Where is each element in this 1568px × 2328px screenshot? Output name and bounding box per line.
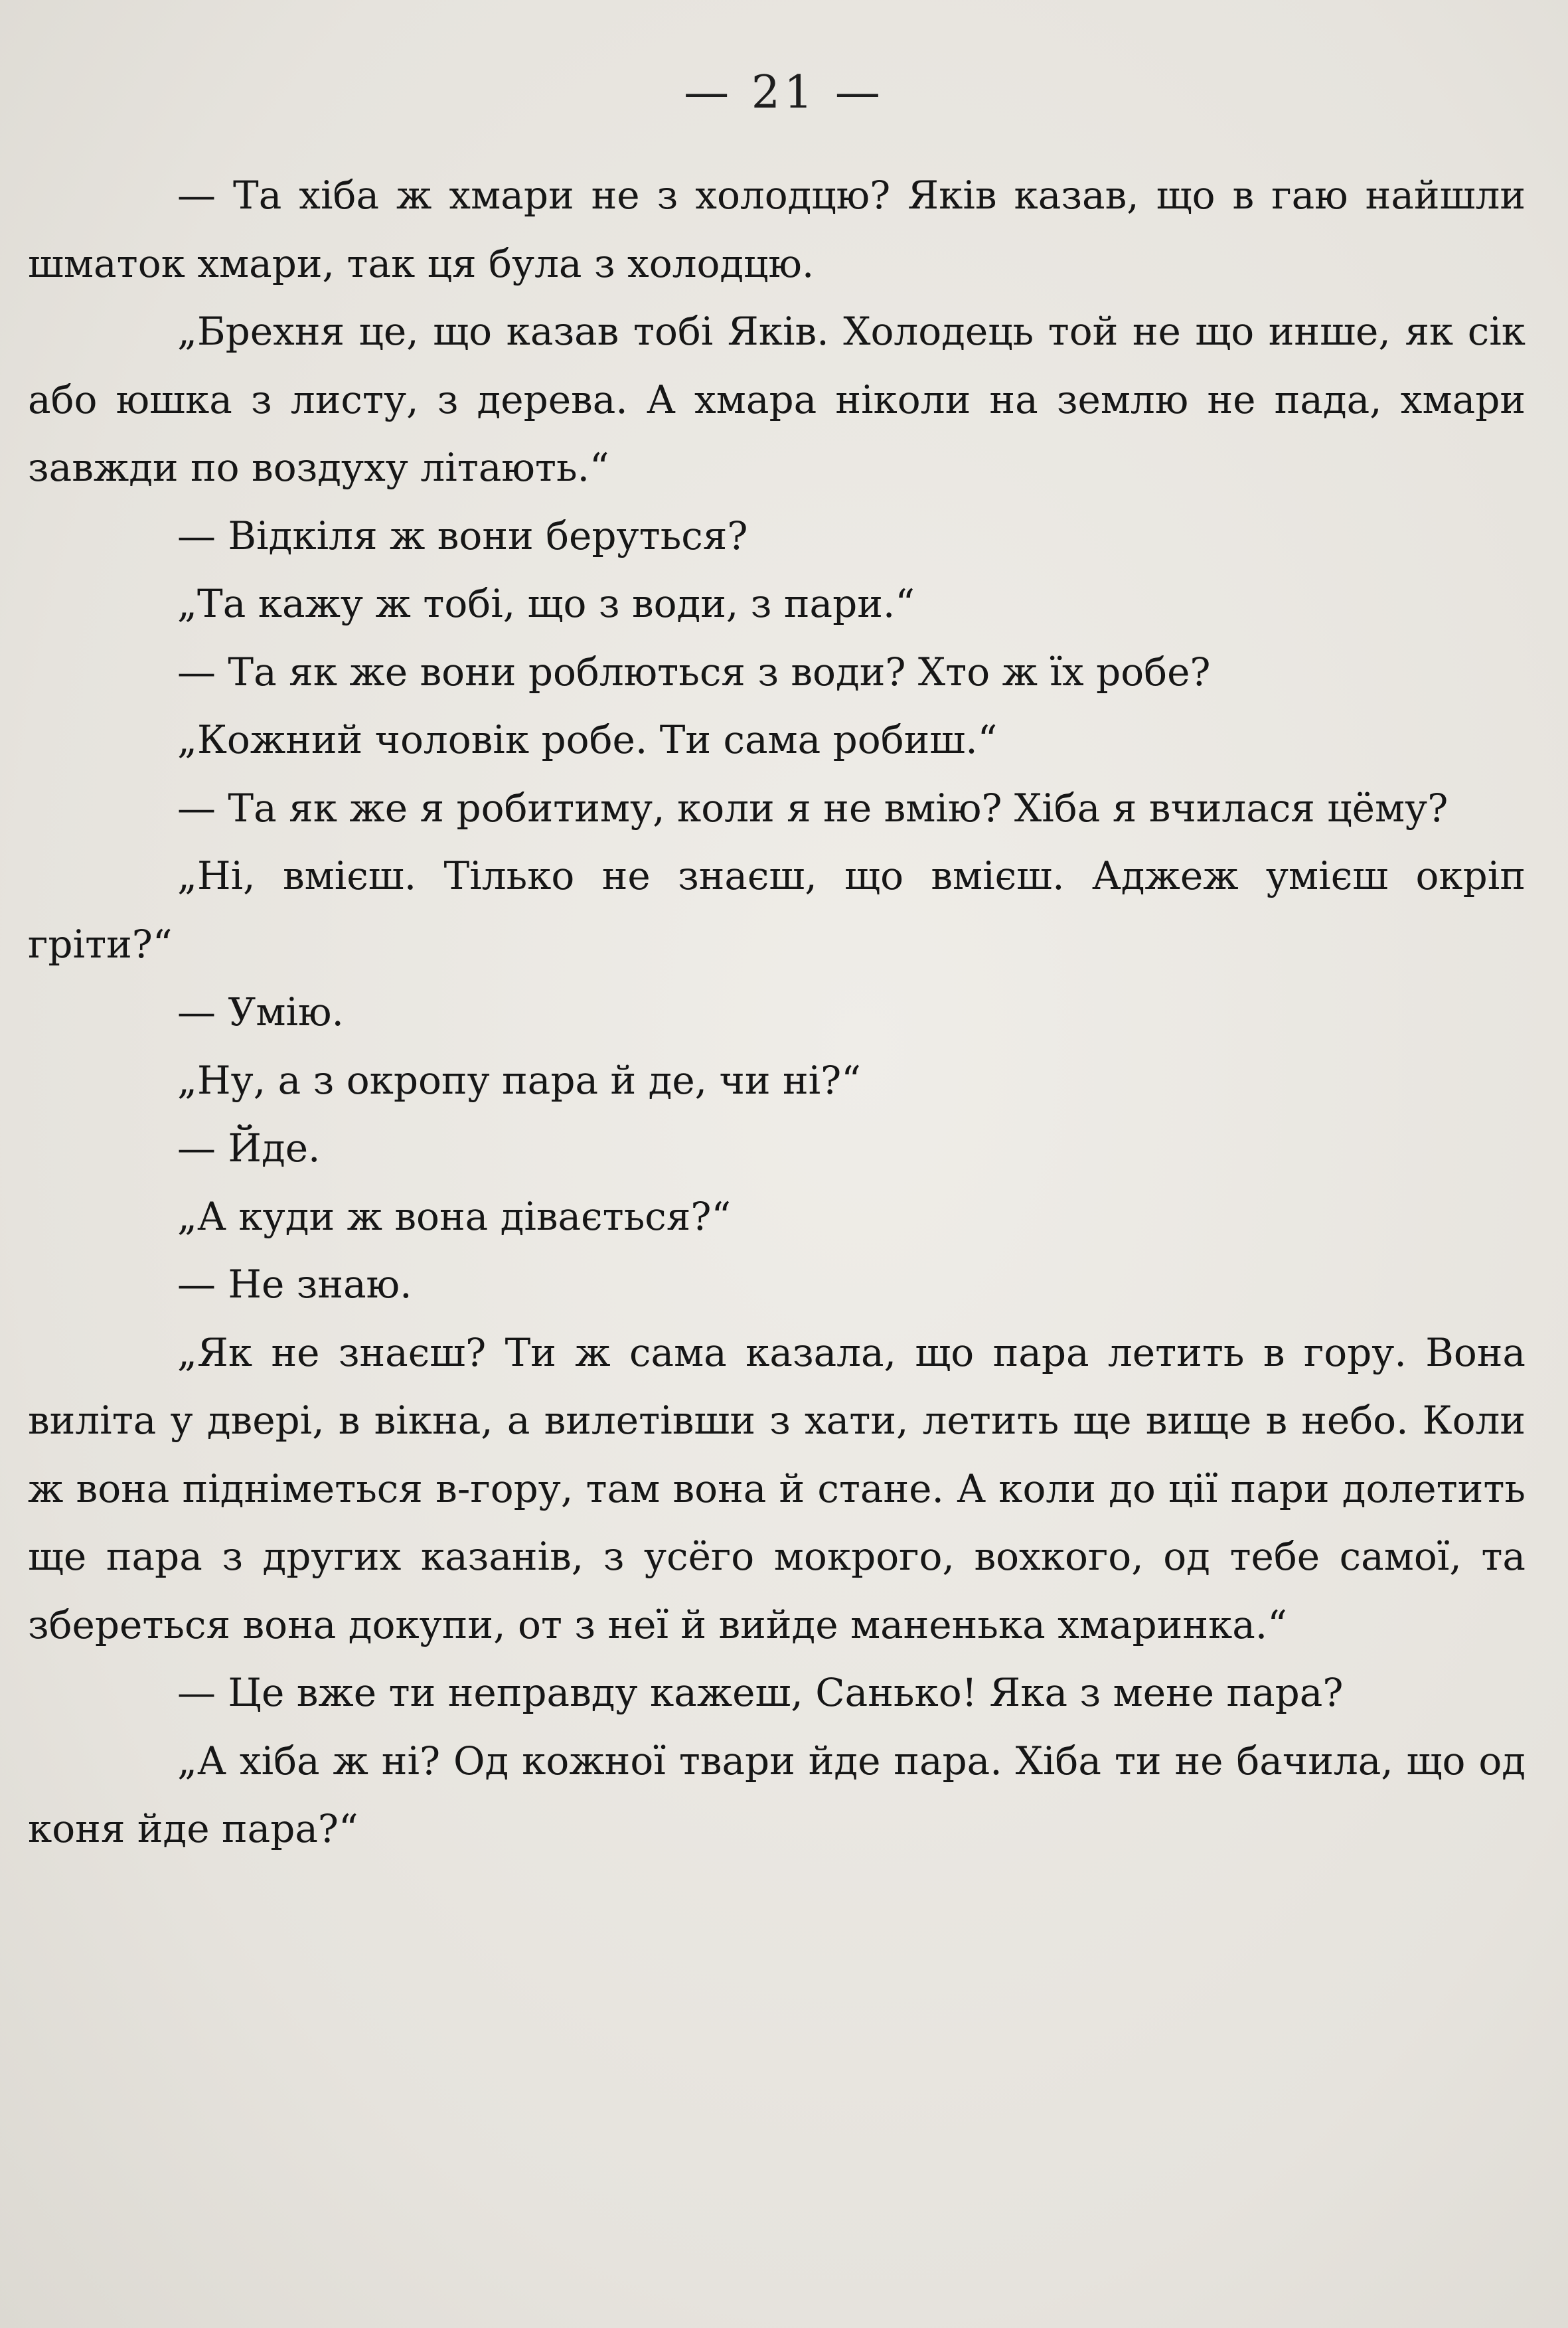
paragraph: „А куди ж вона дівається?“	[177, 1193, 732, 1239]
paragraph: — Та як же вони роблються з води? Хто ж їх робе?	[177, 649, 1211, 695]
paragraph: „Кожний чоловік робе. Ти сама робиш.“	[177, 717, 998, 762]
page-number: — 21 —	[684, 66, 884, 119]
paragraph: — Не знаю.	[177, 1262, 412, 1307]
paragraph: „Ні, вмієш. Тілько не знаєш, що вмієш. Аджеж умієш окріп гріти?“	[28, 853, 1526, 967]
paragraph: — Та хіба ж хмари не з холодцю? Яків казав, що в гаю найшли шматок хмари, так ця була з холодцю.	[28, 173, 1526, 286]
paragraph: „Брехня це, що казав тобі Яків. Холодець той не що инше, як сік або юшка з листу, з дерева. А хмара ніколи на землю не пада, хмари завжди по воздуху літають.“	[28, 309, 1526, 490]
paragraph: „А хіба ж ні? Од кожної твари йде пара. Хіба ти не бачила, що од коня йде пара?“	[28, 1738, 1526, 1851]
paragraph: — Та як же я робитиму, коли я не вмію? Хіба я вчилася цёму?	[177, 785, 1449, 831]
page-text	[28, 161, 1526, 1863]
paragraph: — Це вже ти неправду кажеш, Санько! Яка з мене пара?	[177, 1670, 1344, 1715]
paragraph: — Йде.	[177, 1125, 321, 1171]
paragraph: „Ну, а з окропу пара й де, чи ні?“	[177, 1057, 861, 1103]
paragraph: „Як не знаєш? Ти ж сама казала, що пара летить в гору. Вона виліта у двері, в вікна, а вилетівши з хати, летить ще вище в небо. Коли ж вона підніметься в-гору, там вона й стане. А коли до ції пари долетить ще пара з других казанів, з усёго мокрого, вохкого, од тебе самої, та збереться вона докупи, от з неї й вийде маненька хмаринка.“	[28, 1329, 1526, 1647]
paragraph: — Відкіля ж вони беруться?	[177, 513, 748, 558]
paragraph: — Умію.	[177, 989, 344, 1035]
paragraph: „Та кажу ж тобі, що з води, з пари.“	[177, 581, 915, 626]
